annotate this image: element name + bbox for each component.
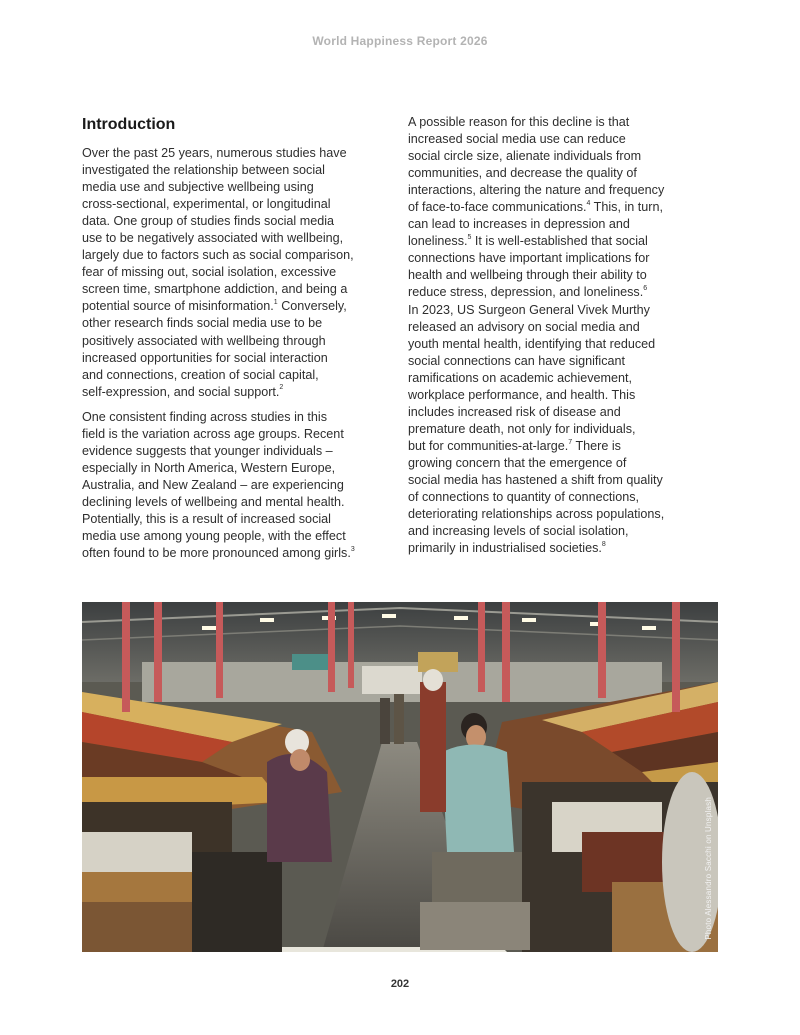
text-line: screen time, smartphone addiction, and being a xyxy=(82,282,348,297)
text-line: cross-sectional, experimental, or longitudinal xyxy=(82,197,331,212)
page-number: 202 xyxy=(390,978,410,990)
text-line: social circle size, alienate individuals from xyxy=(408,149,642,164)
text-line: evidence suggests that younger individuals – xyxy=(82,443,333,458)
text-line: media use and subjective wellbeing using xyxy=(82,180,314,195)
text-line: ramifications on academic achievement, xyxy=(408,370,632,385)
left-column xyxy=(82,114,388,570)
text-line: communities, and decrease the quality of xyxy=(408,166,637,181)
text-line: social media has hastened a shift from quality xyxy=(408,472,663,487)
text-line: deteriorating relationships across populations, xyxy=(408,507,665,522)
text-run: primarily in industrialised societies. xyxy=(408,541,602,556)
text-line xyxy=(82,298,388,315)
text-line xyxy=(82,384,388,401)
text-line: connections have important implications for xyxy=(408,251,650,266)
text-run: Conversely, xyxy=(277,299,347,314)
text-run: reduce stress, depression, and loneliness. xyxy=(408,285,644,300)
text-run: potential source of misinformation. xyxy=(82,299,274,314)
text-line: positively associated with wellbeing through xyxy=(82,333,326,348)
text-line: field is the variation across age groups. Recent xyxy=(82,426,344,441)
footnote-ref: 6 xyxy=(643,285,648,293)
text-line: can lead to increases in depression and xyxy=(408,217,630,232)
text-line: released an advisory on social media and xyxy=(408,319,640,334)
text-line xyxy=(408,540,704,557)
footnote-ref: 1 xyxy=(273,299,278,307)
text-line: investigated the relationship between social xyxy=(82,163,325,178)
text-line: social connections can have significant xyxy=(408,353,626,368)
text-run: It is well-established that social xyxy=(471,234,648,249)
text-line xyxy=(408,438,704,455)
footnote-ref: 7 xyxy=(568,438,573,446)
text-line xyxy=(82,545,388,562)
text-line: includes increased risk of disease and xyxy=(408,404,621,419)
text-line: increased social media use can reduce xyxy=(408,132,626,147)
text-line: fear of missing out, social isolation, excessive xyxy=(82,265,337,280)
text-run: of face-to-face communications. xyxy=(408,200,587,215)
text-line: largely due to factors such as social comparison, xyxy=(82,248,354,263)
right-column xyxy=(408,114,704,557)
text-line: use to be negatively associated with wellbeing, xyxy=(82,231,344,246)
text-line: increased opportunities for social interaction xyxy=(82,350,328,365)
footnote-ref: 8 xyxy=(601,540,606,548)
footnote-ref: 5 xyxy=(467,234,472,242)
text-line: premature death, not only for individuals, xyxy=(408,421,636,436)
text-run: but for communities-at-large. xyxy=(408,438,569,453)
text-line: One consistent finding across studies in this xyxy=(82,409,328,424)
text-line: especially in North America, Western Europe, xyxy=(82,460,336,475)
text-line: growing concern that the emergence of xyxy=(408,455,627,470)
paragraph-decline-reasons xyxy=(408,114,704,557)
text-run: often found to be more pronounced among girls. xyxy=(82,546,351,561)
running-header: World Happiness Report 2026 xyxy=(312,34,488,48)
text-line: In 2023, US Surgeon General Vivek Murthy xyxy=(408,302,650,317)
paragraph-age-groups xyxy=(82,409,388,562)
text-line: media use among young people, with the effect xyxy=(82,529,346,544)
photo-credit: Photo Alessandro Sacchi on Unsplash xyxy=(704,797,713,940)
market-photo xyxy=(82,602,718,952)
text-run: This, in turn, xyxy=(590,200,663,215)
market-photo-illustration xyxy=(82,602,718,952)
footnote-ref: 3 xyxy=(350,545,355,553)
text-run: loneliness. xyxy=(408,234,468,249)
text-line: data. One group of studies finds social media xyxy=(82,214,335,229)
text-run: self-expression, and social support. xyxy=(82,384,280,399)
text-line: youth mental health, identifying that reduced xyxy=(408,336,656,351)
text-line: health and wellbeing through their ability to xyxy=(408,268,647,283)
footnote-ref: 2 xyxy=(279,384,284,392)
text-line: A possible reason for this decline is that xyxy=(408,115,630,129)
text-line: workplace performance, and health. This xyxy=(408,387,636,402)
footnote-ref: 4 xyxy=(586,200,591,208)
text-line: of connections to quantity of connections, xyxy=(408,490,640,505)
text-line: and connections, creation of social capital, xyxy=(82,367,319,382)
text-line: Potentially, this is a result of increased social xyxy=(82,511,331,526)
text-line: Australia, and New Zealand – are experiencing xyxy=(82,477,344,492)
text-line: declining levels of wellbeing and mental health. xyxy=(82,494,345,509)
text-line xyxy=(408,233,704,250)
text-line: interactions, altering the nature and frequency xyxy=(408,183,665,198)
text-line: and increasing levels of social isolation, xyxy=(408,524,629,539)
text-line xyxy=(408,284,704,301)
text-run: There is xyxy=(572,438,621,453)
section-title: Introduction xyxy=(82,116,176,133)
text-line: other research finds social media use to be xyxy=(82,316,323,331)
text-line xyxy=(408,199,704,216)
paragraph-intro xyxy=(82,145,388,401)
text-line: Over the past 25 years, numerous studies have xyxy=(82,146,347,160)
